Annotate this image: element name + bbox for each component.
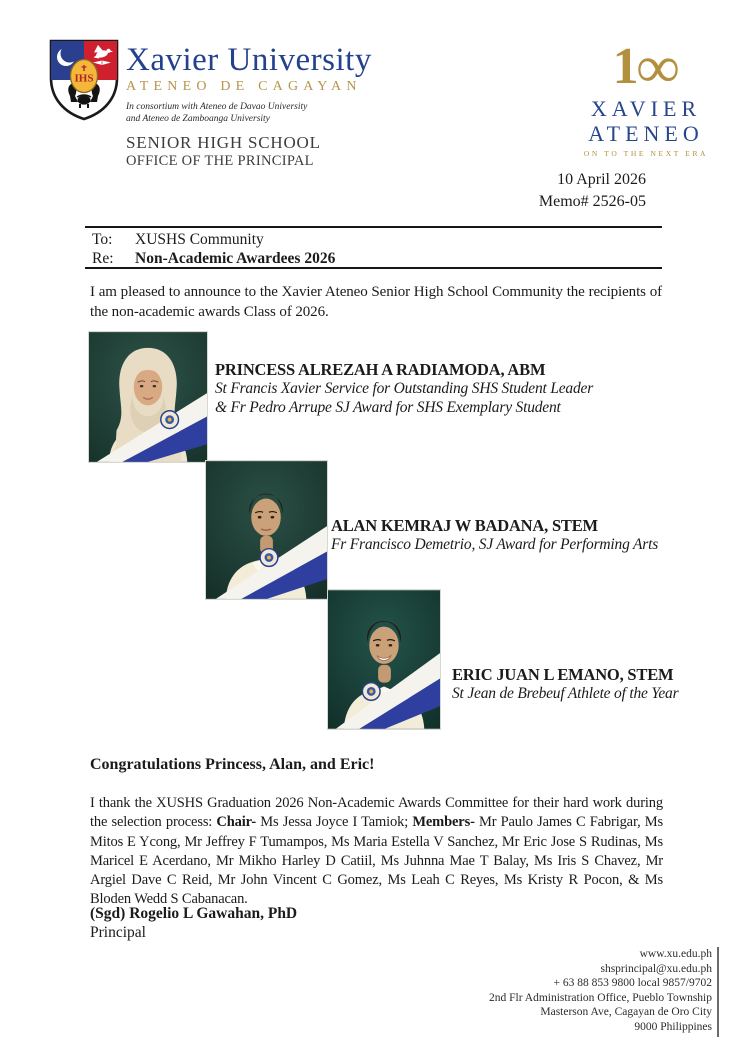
school-unit: SENIOR HIGH SCHOOL bbox=[126, 133, 321, 152]
footer-website: www.xu.edu.ph bbox=[639, 948, 712, 960]
footer-address-line2: Masterson Ave, Cagayan de Oro City bbox=[540, 1006, 712, 1019]
to-label: To: bbox=[92, 231, 113, 248]
re-value: Non-Academic Awardees 2026 bbox=[135, 249, 336, 267]
re-label: Re: bbox=[92, 249, 114, 267]
centennial-tagline: ON TO THE NEXT ERA bbox=[583, 149, 709, 158]
intro-paragraph: I am pleased to announce to the Xavier Ateneo Senior High School Community the recipients of the non-academic awards Class of 2026. bbox=[90, 284, 662, 320]
awardee-photo-eric bbox=[327, 589, 441, 730]
footer-phone: + 63 88 853 9800 local 9857/9702 bbox=[553, 977, 712, 990]
centennial-xavier: XAVIER bbox=[590, 96, 702, 121]
university-name: Xavier University bbox=[126, 42, 372, 78]
committee-paragraph bbox=[90, 794, 663, 910]
divider-line-subject bbox=[85, 267, 662, 269]
divider-line-top bbox=[85, 226, 662, 228]
university-crest-logo bbox=[46, 36, 122, 124]
awardee-block-princess bbox=[215, 360, 635, 417]
letterhead bbox=[126, 42, 426, 170]
to-value: XUSHS Community bbox=[135, 231, 264, 248]
congratulations-line: Congratulations Princess, Alan, and Eric! bbox=[90, 756, 375, 773]
members-names: Mr Paulo James C Fabrigar, Ms Mitos E Ycong, Mr Jeffrey F Tumampos, Ms Maria Estella V Sanchez, Mr Eric Jose S Rudinas, Ms Maricel E Acerdano, Mr Mikho Harley D Catiil, Ms Juhnna Mae T Balay, Ms Iris S Chavez, Mr Argiel Dave C Reid, Mr John Vincent C Gomez, Ms Leah C Reyes, Ms Kristy R Pocon, & Ms Bloden Wedd S Cabanacan. bbox=[90, 814, 663, 908]
members-label: Members- bbox=[412, 814, 475, 831]
signatory-title: Principal bbox=[90, 923, 146, 941]
footer-contact-block bbox=[380, 947, 712, 1035]
centennial-logo bbox=[578, 34, 714, 158]
crest-ihs-text: IHS bbox=[74, 72, 94, 85]
awardee-name: ALAN KEMRAJ W BADANA, STEM bbox=[331, 516, 598, 535]
memo-number: Memo# 2526-05 bbox=[538, 192, 646, 210]
chair-name: Ms Jessa Joyce I Tamiok; bbox=[256, 814, 413, 831]
memo-addressing bbox=[92, 231, 335, 268]
infinity-icon: ∞ bbox=[636, 34, 680, 100]
memo-meta bbox=[420, 169, 646, 212]
chair-label: Chair- bbox=[216, 814, 257, 831]
portrait-eric-icon bbox=[328, 590, 440, 729]
awardee-block-alan bbox=[331, 516, 691, 554]
footer-address-line1: 2nd Flr Administration Office, Pueblo Township bbox=[488, 991, 712, 1004]
portrait-princess-icon bbox=[89, 332, 207, 462]
portrait-alan-icon bbox=[206, 461, 327, 599]
awardee-award: Fr Francisco Demetrio, SJ Award for Performing Arts bbox=[331, 536, 659, 553]
centennial-100-icon: 1 ∞ bbox=[612, 34, 680, 100]
signature-block bbox=[90, 905, 297, 942]
awardee-award: St Jean de Brebeuf Athlete of the Year bbox=[452, 685, 679, 702]
campus-name: ATENEO DE CAGAYAN bbox=[126, 79, 362, 94]
consortium-note: In consortium with Ateneo de Davao University and Ateneo de Zamboanga University bbox=[126, 102, 308, 124]
centennial-ateneo: ATENEO bbox=[588, 121, 704, 146]
signatory-name: (Sgd) Rogelio L Gawahan, PhD bbox=[90, 905, 298, 922]
footer-address-line3: 9000 Philippines bbox=[634, 1020, 712, 1033]
shield-crest-icon bbox=[46, 36, 122, 124]
footer-divider-line bbox=[717, 947, 719, 1037]
footer-email: shsprincipal@xu.edu.ph bbox=[600, 962, 712, 975]
awardee-award: St Francis Xavier Service for Outstanding SHS Student Leader bbox=[215, 380, 594, 397]
awardee-name: PRINCESS ALREZAH A RADIAMODA, ABM bbox=[215, 360, 546, 379]
awardee-photo-alan bbox=[205, 460, 328, 600]
awardee-name: ERIC JUAN L EMANO, STEM bbox=[452, 665, 674, 684]
awardee-award: & Fr Pedro Arrupe SJ Award for SHS Exemplary Student bbox=[215, 399, 561, 416]
committee-lead: I thank the XUSHS Graduation 2026 Non-Academic Awards Committee for their hard work during the selection process: bbox=[90, 795, 663, 831]
memo-date: 10 April 2026 bbox=[557, 171, 646, 188]
office-name: OFFICE OF THE PRINCIPAL bbox=[126, 153, 314, 169]
awardee-block-eric bbox=[452, 665, 732, 703]
awardee-photo-princess bbox=[88, 331, 208, 463]
